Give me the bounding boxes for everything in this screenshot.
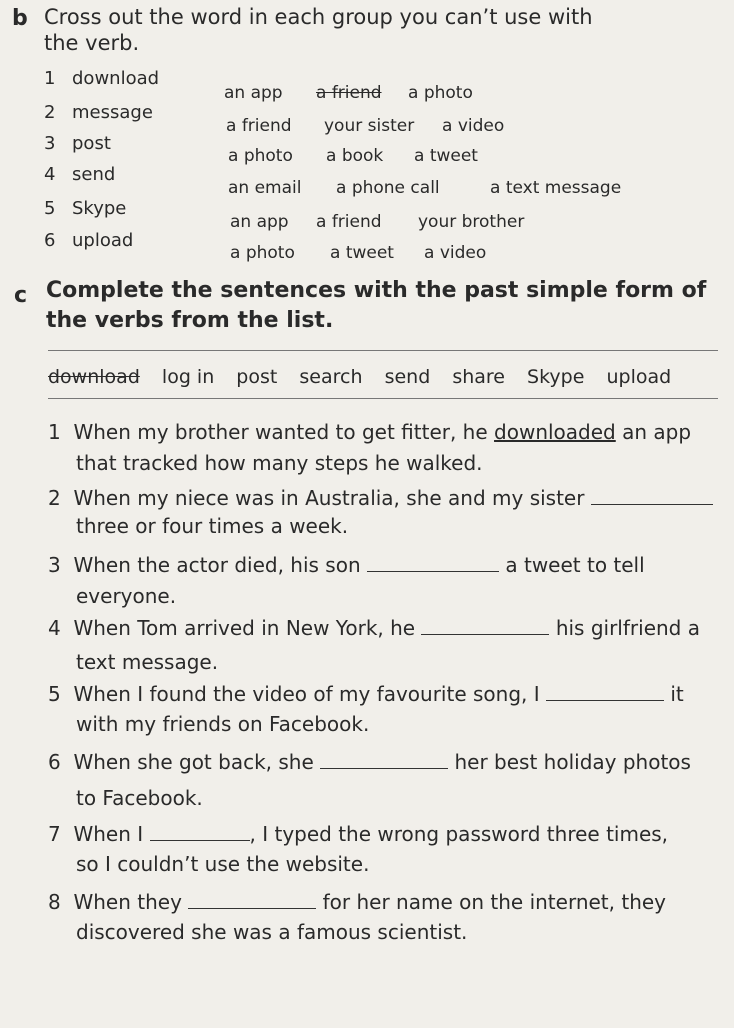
exercise-b-option-5-2[interactable]: a friend <box>316 212 382 232</box>
answer-3-blank[interactable] <box>367 551 499 572</box>
answer-4-blank[interactable] <box>421 614 549 635</box>
exercise-c-instruction-2: the verbs from the list. <box>46 308 334 333</box>
sentence-2-line-2: three or four times a week. <box>76 514 349 538</box>
word-search: search <box>299 366 363 388</box>
exercise-b-option-3-1[interactable]: a photo <box>228 146 293 166</box>
answer-1[interactable]: downloaded <box>494 420 616 444</box>
word-box-top-rule <box>48 350 718 351</box>
answer-5-blank[interactable] <box>546 680 664 701</box>
exercise-b-option-4-1[interactable]: an email <box>228 178 302 198</box>
sentence-1-line-2: that tracked how many steps he walked. <box>76 451 483 475</box>
exercise-b-verb-5: 5 Skype <box>44 198 127 219</box>
sentence-3-line-1: 3 When the actor died, his son a tweet to tell <box>48 553 645 577</box>
sentence-7-line-2: so I couldn’t use the website. <box>76 852 370 876</box>
exercise-b-option-4-3[interactable]: a text message <box>490 178 622 198</box>
sentence-8-line-1: 8 When they for her name on the internet, they <box>48 890 667 914</box>
word-skype: Skype <box>527 366 585 388</box>
exercise-b-verb-3: 3 post <box>44 133 111 154</box>
sentence-6-line-1: 6 When she got back, she her best holiday photos <box>48 750 691 774</box>
exercise-b-option-1-1[interactable]: an app <box>224 83 283 103</box>
answer-8-blank[interactable] <box>188 888 316 909</box>
word-upload: upload <box>606 366 672 388</box>
sentence-2-line-1: 2 When my niece was in Australia, she and my sister <box>48 484 713 510</box>
answer-6-blank[interactable] <box>320 748 448 769</box>
exercise-b-letter: b <box>12 6 28 31</box>
exercise-b-option-6-1[interactable]: a photo <box>230 243 295 263</box>
exercise-b-option-2-3[interactable]: a video <box>442 116 505 136</box>
word-log-in: log in <box>161 366 215 388</box>
word-share: share <box>452 366 505 388</box>
sentence-6-line-2: to Facebook. <box>76 786 203 810</box>
word-box <box>48 366 708 388</box>
sentence-3-line-2: everyone. <box>76 584 177 608</box>
word-download: download <box>48 366 140 388</box>
exercise-b-instruction-2: the verb. <box>44 31 140 55</box>
sentence-4-line-2: text message. <box>76 650 219 674</box>
word-post: post <box>236 366 278 388</box>
exercise-b-option-3-2[interactable]: a book <box>326 146 384 166</box>
word-send: send <box>384 366 431 388</box>
sentence-7-line-1: 7 When I , I typed the wrong password three times, <box>48 822 669 846</box>
exercise-b-option-1-2[interactable]: a friend <box>316 83 382 103</box>
answer-7-blank[interactable] <box>150 820 250 841</box>
exercise-b-option-1-3[interactable]: a photo <box>408 83 473 103</box>
sentence-5-line-2: with my friends on Facebook. <box>76 712 370 736</box>
exercise-b-option-5-3[interactable]: your brother <box>418 212 525 232</box>
answer-2-blank[interactable] <box>591 484 713 505</box>
sentence-5-line-1: 5 When I found the video of my favourite song, I it <box>48 682 684 706</box>
exercise-c-letter: c <box>14 283 28 308</box>
sentence-8-line-2: discovered she was a famous scientist. <box>76 920 468 944</box>
exercise-b-verb-6: 6 upload <box>44 230 134 251</box>
exercise-b-verb-2: 2 message <box>44 102 153 123</box>
exercise-b-option-5-1[interactable]: an app <box>230 212 289 232</box>
exercise-c-instruction-1: Complete the sentences with the past simple form of <box>46 278 707 303</box>
exercise-b-option-6-3[interactable]: a video <box>424 243 487 263</box>
word-box-bottom-rule <box>48 398 718 399</box>
exercise-b-option-4-2[interactable]: a phone call <box>336 178 440 198</box>
exercise-b-option-6-2[interactable]: a tweet <box>330 243 394 263</box>
exercise-b-verb-1: 1 download <box>44 68 160 89</box>
sentence-4-line-1: 4 When Tom arrived in New York, he his girlfriend a <box>48 616 700 640</box>
exercise-b-option-2-2[interactable]: your sister <box>324 116 415 136</box>
exercise-b-option-3-3[interactable]: a tweet <box>414 146 478 166</box>
exercise-b-instruction-1: Cross out the word in each group you can’t use with <box>44 5 593 29</box>
exercise-b-verb-4: 4 send <box>44 164 116 185</box>
exercise-b-option-2-1[interactable]: a friend <box>226 116 292 136</box>
sentence-1-line-1: 1 When my brother wanted to get fitter, he downloaded an app <box>48 420 692 444</box>
